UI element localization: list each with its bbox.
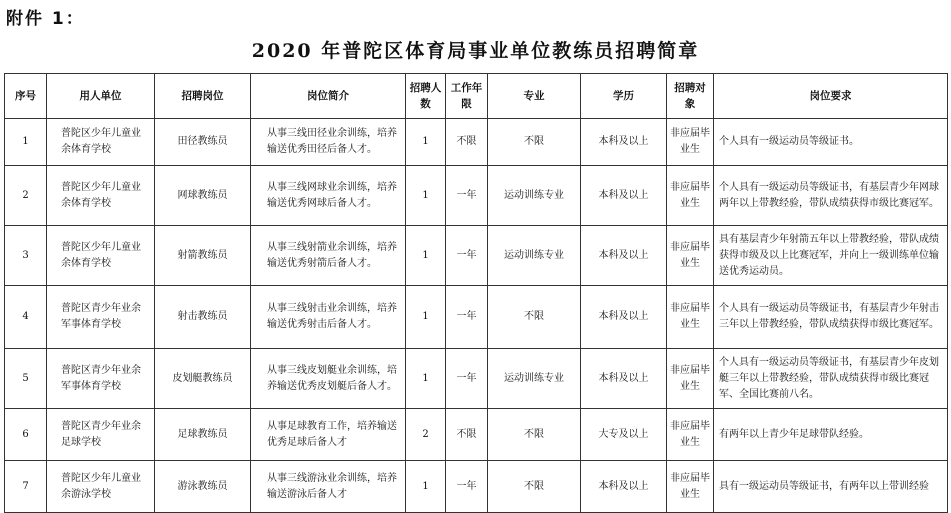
cell-major: 运动训练专业 (488, 349, 581, 409)
cell-target: 非应届毕业生 (667, 119, 714, 166)
table-row (5, 349, 948, 409)
cell-position: 田径教练员 (155, 119, 251, 166)
cell-unit: 普陀区青少年业余军事体育学校 (47, 286, 155, 349)
table-row (5, 461, 948, 513)
cell-intro: 从事三线网球业余训练，培养输送优秀网球后备人才。 (251, 166, 406, 226)
cell-requirements: 个人具有一级运动员等级证书，有基层青少年射击三年以上带教经验，带队成绩获得市级比赛冠军。 (714, 286, 948, 349)
cell-requirements: 具有一级运动员等级证书，有两年以上带训经验 (714, 461, 948, 513)
table-row (5, 409, 948, 461)
cell-count: 2 (406, 409, 446, 461)
cell-intro: 从事三线田径业余训练，培养输送优秀田径后备人才。 (251, 119, 406, 166)
cell-requirements: 个人具有一级运动员等级证书，有基层青少年皮划艇三年以上带教经验，带队成绩获得市级比赛冠军、全国比赛前八名。 (714, 349, 948, 409)
header-row (5, 74, 948, 119)
cell-position: 足球教练员 (155, 409, 251, 461)
cell-count: 1 (406, 119, 446, 166)
cell-seq: 3 (5, 226, 47, 286)
header-count: 招聘人数 (406, 74, 446, 119)
cell-count: 1 (406, 349, 446, 409)
cell-position: 射箭教练员 (155, 226, 251, 286)
header-target: 招聘对象 (667, 74, 714, 119)
cell-count: 1 (406, 461, 446, 513)
cell-requirements: 个人具有一级运动员等级证书，有基层青少年网球两年以上带教经验，带队成绩获得市级比赛冠军。 (714, 166, 948, 226)
cell-seq: 6 (5, 409, 47, 461)
cell-seq: 7 (5, 461, 47, 513)
document-title: 2020 年普陀区体育局事业单位教练员招聘简章 (251, 40, 700, 62)
cell-seq: 2 (5, 166, 47, 226)
cell-education: 大专及以上 (581, 409, 667, 461)
cell-education: 本科及以上 (581, 461, 667, 513)
cell-unit: 普陀区少年儿童业余体育学校 (47, 226, 155, 286)
cell-years: 一年 (446, 166, 488, 226)
cell-count: 1 (406, 286, 446, 349)
cell-position: 皮划艇教练员 (155, 349, 251, 409)
header-major: 专业 (488, 74, 581, 119)
cell-unit: 普陀区青少年业余军事体育学校 (47, 349, 155, 409)
cell-major: 不限 (488, 409, 581, 461)
cell-seq: 5 (5, 349, 47, 409)
cell-education: 本科及以上 (581, 119, 667, 166)
cell-target: 非应届毕业生 (667, 349, 714, 409)
cell-intro: 从事足球教育工作，培养输送优秀足球后备人才 (251, 409, 406, 461)
cell-position: 游泳教练员 (155, 461, 251, 513)
cell-target: 非应届毕业生 (667, 409, 714, 461)
cell-count: 1 (406, 226, 446, 286)
cell-requirements: 具有基层青少年射箭五年以上带教经验，带队成绩获得市级及以上比赛冠军，并向上一级训练单位输送优秀运动员。 (714, 226, 948, 286)
cell-intro: 从事三线射击业余训练，培养输送优秀射击后备人才。 (251, 286, 406, 349)
cell-unit: 普陀区青少年业余足球学校 (47, 409, 155, 461)
cell-seq: 1 (5, 119, 47, 166)
header-education: 学历 (581, 74, 667, 119)
cell-major: 不限 (488, 286, 581, 349)
recruitment-table (4, 73, 948, 513)
table-row (5, 226, 948, 286)
cell-intro: 从事三线射箭业余训练，培养输送优秀射箭后备人才。 (251, 226, 406, 286)
cell-education: 本科及以上 (581, 166, 667, 226)
cell-major: 不限 (488, 119, 581, 166)
cell-requirements: 个人具有一级运动员等级证书。 (714, 119, 948, 166)
cell-position: 网球教练员 (155, 166, 251, 226)
header-seq: 序号 (5, 74, 47, 119)
cell-years: 不限 (446, 119, 488, 166)
table-row (5, 119, 948, 166)
cell-position: 射击教练员 (155, 286, 251, 349)
cell-unit: 普陀区少年儿童业余体育学校 (47, 166, 155, 226)
cell-years: 一年 (446, 226, 488, 286)
header-intro: 岗位简介 (251, 74, 406, 119)
cell-years: 一年 (446, 349, 488, 409)
cell-major: 运动训练专业 (488, 226, 581, 286)
cell-count: 1 (406, 166, 446, 226)
header-unit: 用人单位 (47, 74, 155, 119)
header-position: 招聘岗位 (155, 74, 251, 119)
cell-education: 本科及以上 (581, 226, 667, 286)
cell-years: 一年 (446, 461, 488, 513)
table-row (5, 166, 948, 226)
cell-major: 运动训练专业 (488, 166, 581, 226)
cell-education: 本科及以上 (581, 349, 667, 409)
cell-major: 不限 (488, 461, 581, 513)
cell-years: 不限 (446, 409, 488, 461)
table-row (5, 286, 948, 349)
cell-target: 非应届毕业生 (667, 286, 714, 349)
attachment-label: 附件 1： (6, 9, 85, 29)
cell-years: 一年 (446, 286, 488, 349)
cell-intro: 从事三线皮划艇业余训练，培养输送优秀皮划艇后备人才。 (251, 349, 406, 409)
cell-target: 非应届毕业生 (667, 461, 714, 513)
cell-unit: 普陀区少年儿童业余游泳学校 (47, 461, 155, 513)
cell-requirements: 有两年以上青少年足球带队经验。 (714, 409, 948, 461)
header-years: 工作年限 (446, 74, 488, 119)
cell-intro: 从事三线游泳业余训练，培养输送游泳后备人才 (251, 461, 406, 513)
header-requirements: 岗位要求 (714, 74, 948, 119)
cell-unit: 普陀区少年儿童业余体育学校 (47, 119, 155, 166)
cell-target: 非应届毕业生 (667, 166, 714, 226)
cell-education: 本科及以上 (581, 286, 667, 349)
cell-seq: 4 (5, 286, 47, 349)
cell-target: 非应届毕业生 (667, 226, 714, 286)
